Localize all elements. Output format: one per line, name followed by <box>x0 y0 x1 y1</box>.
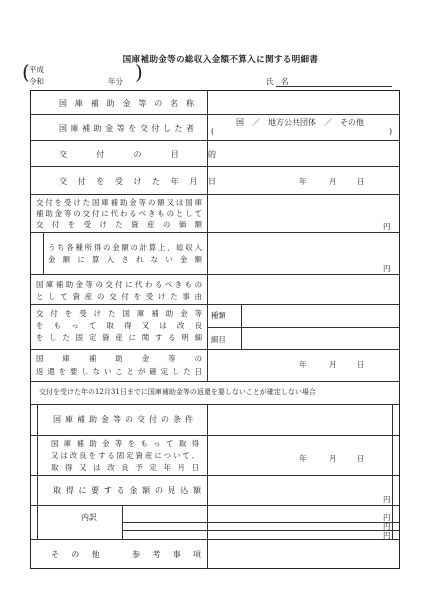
r7-label-line1: 国庫補助金等の交付に代わるべきもの <box>36 280 202 289</box>
r5-label-line1: 交付を受けた国庫補助金等の額又は国庫 <box>36 198 202 207</box>
s2-label-line3: 取得又は改良予定年月日 <box>51 463 199 472</box>
s1-label: 国庫補助金等の交付の条件 <box>53 415 193 424</box>
r9-label-line1: 国庫補助金等の <box>36 354 202 363</box>
s5-label: その他 参考事項 <box>51 550 201 559</box>
s2-label-line2: 又は改良をする固定資産について、 <box>51 451 199 460</box>
s4-label: 内訳 <box>81 513 97 522</box>
r4-day: 日 <box>357 177 365 186</box>
s4-yen-3: 円 <box>383 531 391 540</box>
r4-month: 月 <box>329 177 337 186</box>
era-heisei: 平成 <box>29 65 44 74</box>
s2-month: 月 <box>329 454 337 463</box>
r9-year: 年 <box>299 360 307 369</box>
r8-label-line3: をした固定資産に関する明細 <box>36 333 202 342</box>
r6-label-line1: うち各種所得の金額の計算上、総収入 <box>48 243 202 252</box>
r9-day: 日 <box>357 360 365 369</box>
statement-form <box>30 90 400 569</box>
r2-options[interactable]: 国 ／ 地方公共団体 ／ その他 <box>236 118 364 127</box>
r1-label: 国庫補助金等の名称 <box>59 99 194 108</box>
era-open-bracket: ( <box>22 60 30 84</box>
s3-label: 取得に要する金額の見込額 <box>53 486 201 495</box>
r8-label-line2: をもって取得又は改良 <box>36 321 202 330</box>
document-title: 国庫補助金等の総収入金額不算入に関する明細書 <box>122 55 319 65</box>
r4-year: 年 <box>299 177 307 186</box>
era-reiwa: 令和 <box>29 77 44 86</box>
r8-kind-label: 種類 <box>211 311 226 320</box>
r2-paren-open: ( <box>211 127 215 136</box>
r6-label-line2: 金額に算入されない金額 <box>48 255 202 264</box>
r7-label-line2: として資産の交付を受けた事由 <box>36 292 202 301</box>
year-unit-label: 年分 <box>108 77 123 86</box>
r2-paren-close: ) <box>389 127 393 136</box>
r9-label-line2: 返還を要しないことが確定した日 <box>36 367 202 376</box>
r9-month: 月 <box>329 360 337 369</box>
s4-yen-1: 円 <box>383 513 391 522</box>
s2-day: 日 <box>357 454 365 463</box>
r8-detail-label: 細目 <box>211 335 226 344</box>
r5-label-line2: 補助金等の交付に代わるべきものとして <box>36 209 202 218</box>
s3-yen: 円 <box>383 495 391 504</box>
s2-label-line1: 国庫補助金等をもって取得 <box>51 439 199 448</box>
name-field[interactable] <box>276 86 392 87</box>
r2-label: 国庫補助金等を交付した者 <box>59 124 194 133</box>
section-label: 交付を受けた年の12月31日までに国庫補助金等の返還を要しないことが確定しない場合 <box>39 388 316 396</box>
s2-year: 年 <box>299 454 307 463</box>
r4-label: 交付を受けた年月日 <box>59 177 216 186</box>
r5-yen: 円 <box>383 222 391 231</box>
era-close-bracket: ) <box>135 60 143 84</box>
r8-label-line1: 交付を受けた国庫補助金等 <box>36 309 202 318</box>
r3-label: 交付の目的 <box>59 150 216 159</box>
r6-yen: 円 <box>383 264 391 273</box>
r5-label-line3: 交付を受けた資産の価額 <box>36 220 202 229</box>
name-label: 氏 名 <box>266 77 289 86</box>
s4-yen-2: 円 <box>383 522 391 531</box>
